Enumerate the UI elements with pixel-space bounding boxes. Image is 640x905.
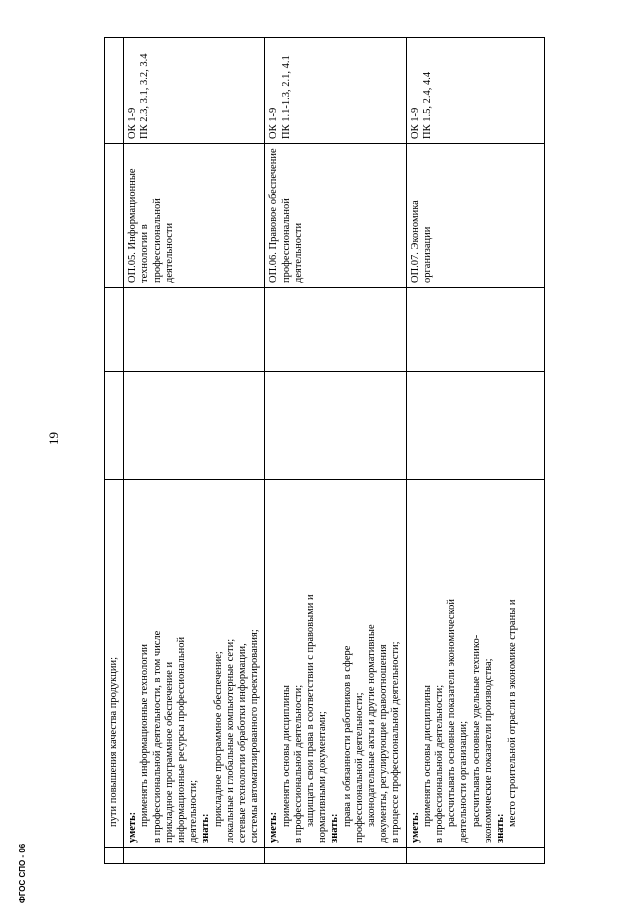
content-line: рассчитывать основные удельные технико-	[470, 634, 482, 827]
content-line: деятельности;	[188, 779, 200, 843]
content-line: применять информационные технологии	[139, 643, 151, 827]
empty-cell	[406, 372, 544, 480]
content-line: экономические показатели производства;	[482, 658, 494, 843]
content-cell	[124, 480, 265, 848]
content-line: место строительной отрасли в экономике страны и	[507, 599, 519, 827]
empty-cell	[105, 372, 124, 480]
content-line: защищать свои права в соответствии с правовыми и	[305, 594, 317, 827]
content-line: применять основы дисциплины	[421, 685, 433, 827]
content-line: информационные ресурсы профессиональной	[176, 636, 188, 843]
discipline-cell	[105, 144, 124, 288]
empty-cell	[124, 372, 265, 480]
content-line: применять основы дисциплины	[280, 685, 292, 827]
content-line: системы автоматизированного проектирования;	[249, 629, 261, 843]
content-line: рассчитывать основные показатели экономической	[446, 598, 458, 827]
page-number: 19	[46, 432, 61, 445]
content-line: в профессиональной деятельности, в том числе	[151, 630, 163, 843]
content-cell	[406, 480, 544, 848]
content-line: законодательные акты и другие нормативные	[366, 624, 378, 827]
empty-cell	[406, 288, 544, 372]
competencies-cell: ОК 1-9 ПК 2.3, 3.1, 3.2, 3.4	[124, 38, 265, 144]
empty-cell	[105, 288, 124, 372]
content-line: в профессиональной деятельности;	[292, 684, 304, 843]
index-cell	[124, 848, 265, 864]
discipline-cell: ОП.05. Информационные технологии в профессиональной деятельности	[124, 144, 265, 288]
competencies-cell: ОК 1-9 ПК 1.5, 2.4, 4.4	[406, 38, 544, 144]
empty-cell	[265, 372, 406, 480]
discipline-cell: ОП.06. Правовое обеспечение профессиональной деятельности	[265, 144, 406, 288]
index-cell	[265, 848, 406, 864]
content-line: нормативными документами;	[317, 711, 329, 843]
section-heading: уметь:	[409, 811, 421, 843]
table-row	[105, 38, 124, 864]
content-line: в процессе профессиональной деятельности;	[390, 641, 402, 843]
section-heading: знать:	[200, 813, 212, 843]
content-line: в профессиональной деятельности;	[434, 684, 446, 843]
content-line: права и обязанности работников в сфере	[341, 645, 353, 827]
content-line: документы, регулирующие правоотношения	[378, 644, 390, 843]
section-heading: знать:	[495, 813, 507, 843]
competencies-cell: ОК 1-9 ПК 1.1-1.3, 2.1, 4.1	[265, 38, 406, 144]
section-heading: знать:	[329, 813, 341, 843]
content-cell	[265, 480, 406, 848]
section-heading: уметь:	[127, 811, 139, 843]
content-line: локальные и глобальные компьютерные сети;	[224, 638, 236, 843]
footer-label: ФГОС СПО - 06	[18, 843, 27, 903]
content-line: пути повышения качества продукции;	[108, 656, 119, 827]
curriculum-table	[104, 37, 545, 864]
index-cell	[105, 848, 124, 864]
empty-cell	[124, 288, 265, 372]
competencies-cell	[105, 38, 124, 144]
content-line: прикладное программное обеспечение и	[163, 661, 175, 843]
table-row	[265, 38, 406, 864]
discipline-cell: ОП.07. Экономика организации	[406, 144, 544, 288]
content-line: деятельности организации;	[458, 720, 470, 843]
table-row	[124, 38, 265, 864]
section-heading: уметь:	[268, 811, 280, 843]
empty-cell	[265, 288, 406, 372]
curriculum-table-rotated	[104, 38, 530, 864]
content-line: сетевые технологии обработки информации,	[237, 643, 249, 843]
content-cell	[105, 480, 124, 848]
table-row	[406, 38, 544, 864]
content-line: прикладное программное обеспечение;	[212, 651, 224, 827]
index-cell	[406, 848, 544, 864]
content-line: профессиональной деятельности;	[353, 692, 365, 843]
